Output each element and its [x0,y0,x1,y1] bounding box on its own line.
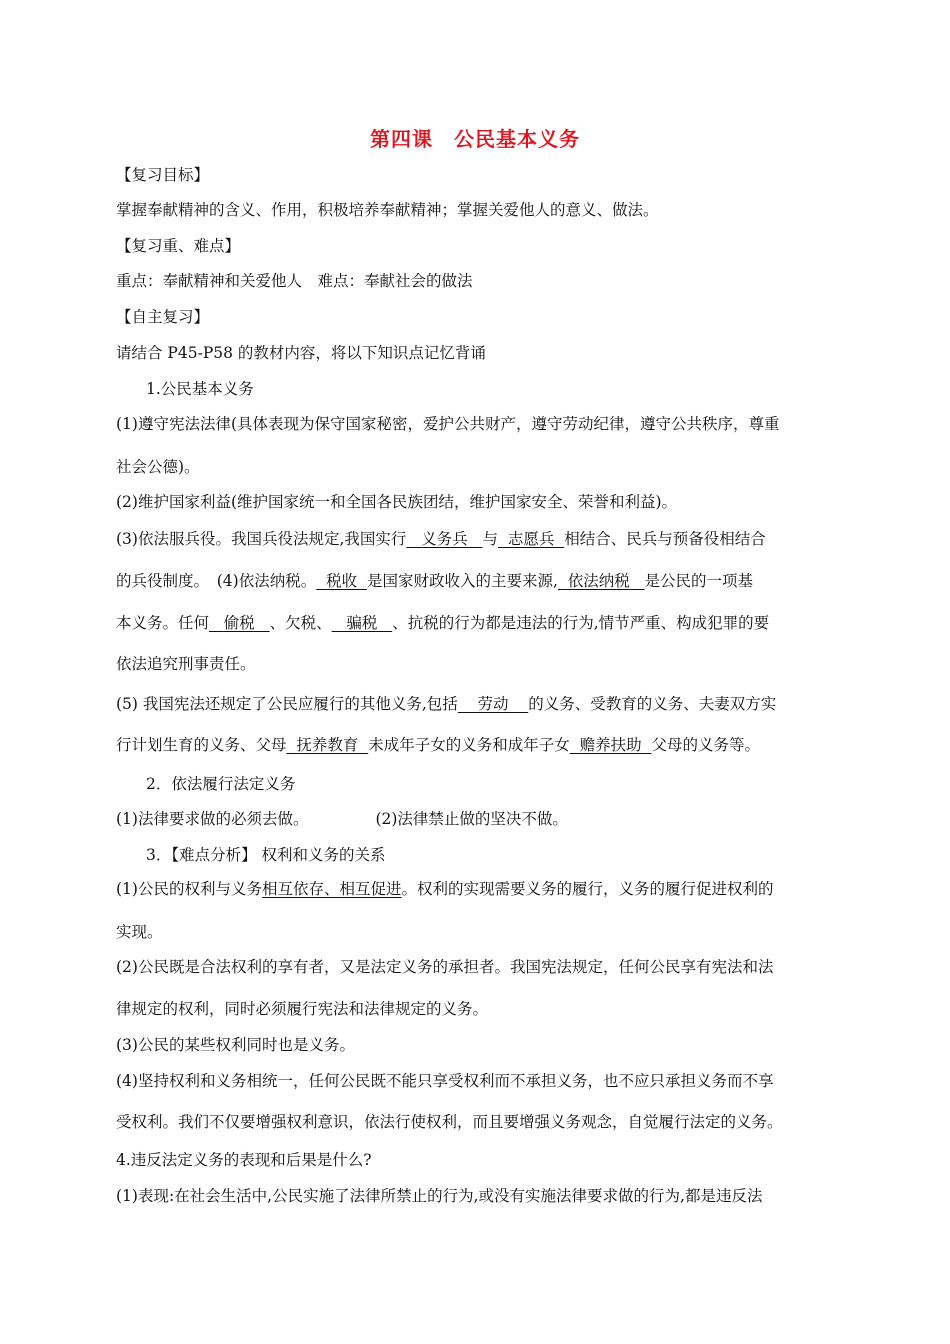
section-3-para-2b: 律规定的权利，同时必须履行宪法和法律规定的义务。 [116,1000,489,1018]
blank-answer: 赡养扶助 [579,736,642,754]
text-run: 未成年子女的义务和成年子女 [368,736,570,754]
section-1-para-3a [116,527,840,551]
section-2-heading: 2．依法履行法定义务 [146,775,296,793]
section-1-para-3b [116,569,840,593]
section-2-items [116,807,840,831]
text-run: (1)法律要求做的必须去做。 [116,810,309,828]
section-3-heading: 3．【难点分析】 权利和义务的关系 [146,846,386,864]
text-run: 、欠税、 [269,614,332,632]
review-goal-text: 掌握奉献精神的含义、作用，积极培养奉献精神；掌握关爱他人的意义、做法。 [116,201,659,219]
text-run: 。权利的实现需要义务的履行，义务的履行促进权利的 [401,880,774,898]
text-run: (1)公民的权利与义务 [116,880,262,898]
section-1-para-2: (2)维护国家利益(维护国家统一和全国各民族团结，维护国家安全、荣誉和利益)。 [116,493,678,511]
key-points-heading: 【复习重、难点】 [116,237,241,255]
blank-answer: 志愿兵 [507,530,555,548]
text-run: 是国家财政收入的主要来源, [366,572,558,590]
section-1-para-1a: (1)遵守宪法法律(具体表现为保守国家秘密，爱护公共财产，遵守劳动纪律，遵守公共秩序，尊重 [116,415,780,433]
section-1-para-3d: 依法追究刑事责任。 [116,655,256,673]
section-3-para-4b: 受权利。我们不仅要增强权利意识，依法行使权利，而且要增强义务观念，自觉履行法定的义务。 [116,1113,783,1131]
section-1-para-1b: 社会公德)。 [116,458,200,476]
text-run: (3)依法服兵役。我国兵役法规定,我国实行 [116,530,407,548]
text-run: 本义务。任何 [116,614,210,632]
blank-answer: 义务兵 [421,530,468,548]
text-run: (2)法律禁止做的坚决不做。 [375,810,568,828]
blank-answer: 税收 [326,572,358,590]
blank-answer: 劳动 [477,695,509,713]
blank-answer: 偷税 [223,614,255,632]
section-4-heading: 4.违反法定义务的表现和后果是什么? [116,1151,372,1169]
page-title: 第四课 公民基本义务 [370,127,580,151]
text-run: 的义务、受教育的义务、夫妻双方实 [528,695,777,713]
text-run: 父母的义务等。 [651,736,761,754]
self-review-heading: 【自主复习】 [116,308,210,326]
text-run: 相结合、民兵与预备役相结合 [564,530,766,548]
text-run: 行计划生育的义务、父母 [116,736,287,754]
section-3-para-2a: (2)公民既是合法权利的享有者，又是法定义务的承担者。我国宪法规定，任何公民享有宪法和法 [116,958,774,976]
review-goal-heading: 【复习目标】 [116,166,210,184]
text-run: 、抗税的行为都是违法的行为,情节严重、构成犯罪的要 [392,614,770,632]
text-run: 与 [482,530,498,548]
section-1-para-5b [116,733,840,757]
text-run: 是公民的一项基 [644,572,754,590]
section-4-para-1: (1)表现:在社会生活中,公民实施了法律所禁止的行为,或没有实施法律要求做的行为,都是违反法 [116,1187,763,1205]
blank-answer: 相互依存、相互促进 [261,880,402,898]
text-run: 的兵役制度。 (4)依法纳税。 [116,572,317,590]
section-1-para-3c [116,611,840,635]
section-1-heading: 1.公民基本义务 [146,380,254,398]
section-3-para-1b: 实现。 [116,923,163,941]
blank-answer: 依法纳税 [567,572,630,590]
text-run: (5) 我国宪法还规定了公民应履行的其他义务,包括 [116,695,458,713]
section-3-para-1a [116,877,840,901]
section-3-para-4a: (4)坚持权利和义务相统一，任何公民既不能只享受权利而不承担义务，也不应只承担义务而不享 [116,1072,774,1090]
section-3-para-3: (3)公民的某些权利同时也是义务。 [116,1036,355,1054]
section-1-para-5a [116,692,840,716]
self-review-text: 请结合 P45-P58 的教材内容，将以下知识点记忆背诵 [116,344,486,362]
blank-answer: 抚养教育 [296,736,359,754]
blank-answer: 骗税 [346,614,378,632]
key-points-text: 重点：奉献精神和关爱他人 难点：奉献社会的做法 [116,272,473,290]
